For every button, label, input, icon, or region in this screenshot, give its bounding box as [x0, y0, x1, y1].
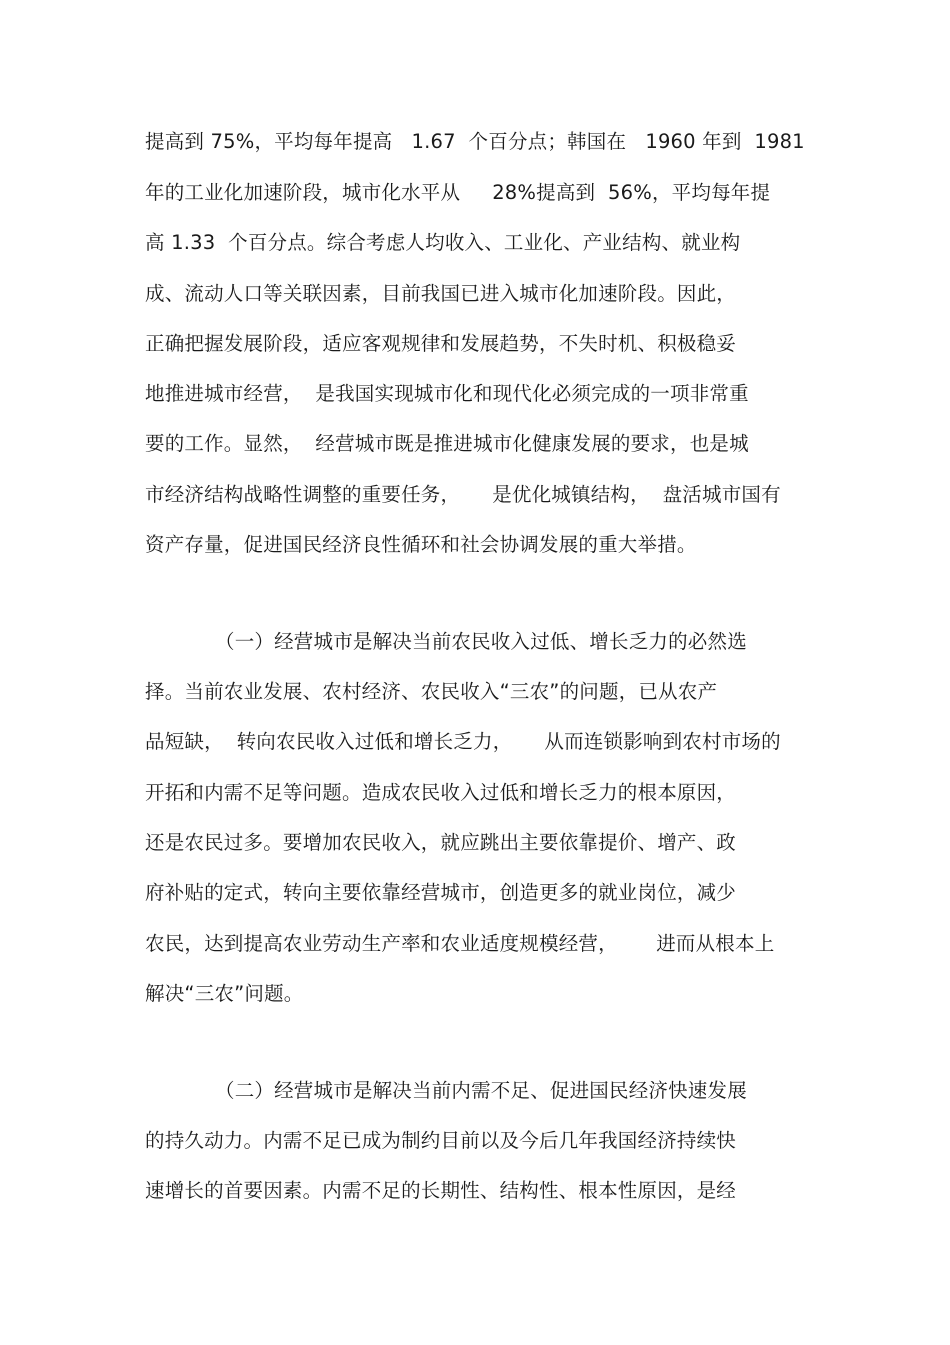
text-line: 开拓和内需不足等问题。造成农民收入过低和增长乏力的根本原因，	[145, 781, 737, 804]
text-line: 提高到 75%，平均每年提高 1.67 个百分点；韩国在 1960 年到 1981	[145, 130, 805, 153]
text-line: 年的工业化加速阶段，城市化水平从 28%提高到 56%，平均每年提	[145, 181, 771, 204]
text-line: 地推进城市经营， 是我国实现城市化和现代化必须完成的一项非常重	[145, 382, 749, 405]
text-line: 市经济结构战略性调整的重要任务， 是优化城镇结构， 盘活城市国有	[145, 483, 781, 506]
text-line: 要的工作。显然， 经营城市既是推进城市化健康发展的要求，也是城	[145, 432, 749, 455]
text-line: 品短缺， 转向农民收入过低和增长乏力， 从而连锁影响到农村市场的	[145, 730, 781, 753]
section-heading-line: （二）经营城市是解决当前内需不足、促进国民经济快速发展	[215, 1079, 747, 1102]
text-line: 府补贴的定式，转向主要依靠经营城市，创造更多的就业岗位，减少	[145, 881, 737, 904]
text-line: 速增长的首要因素。内需不足的长期性、结构性、根本性原因，是经	[145, 1179, 737, 1202]
text-line: 择。当前农业发展、农村经济、农民收入“三农”的问题，已从农产	[145, 680, 718, 703]
text-line: 高 1.33 个百分点。综合考虑人均收入、工业化、产业结构、就业构	[145, 231, 741, 254]
text-line: 成、流动人口等关联因素，目前我国已进入城市化加速阶段。因此，	[145, 282, 737, 305]
text-line: 的持久动力。内需不足已成为制约目前以及今后几年我国经济持续快	[145, 1129, 737, 1152]
text-line: 正确把握发展阶段，适应客观规律和发展趋势，不失时机、积极稳妥	[145, 332, 737, 355]
section-heading-line: （一）经营城市是解决当前农民收入过低、增长乏力的必然选	[215, 630, 747, 653]
text-line: 还是农民过多。要增加农民收入，就应跳出主要依靠提价、增产、政	[145, 831, 737, 854]
text-line: 解决“三农”问题。	[145, 982, 304, 1005]
text-line: 农民，达到提高农业劳动生产率和农业适度规模经营， 进而从根本上	[145, 932, 775, 955]
text-line: 资产存量，促进国民经济良性循环和社会协调发展的重大举措。	[145, 533, 697, 556]
